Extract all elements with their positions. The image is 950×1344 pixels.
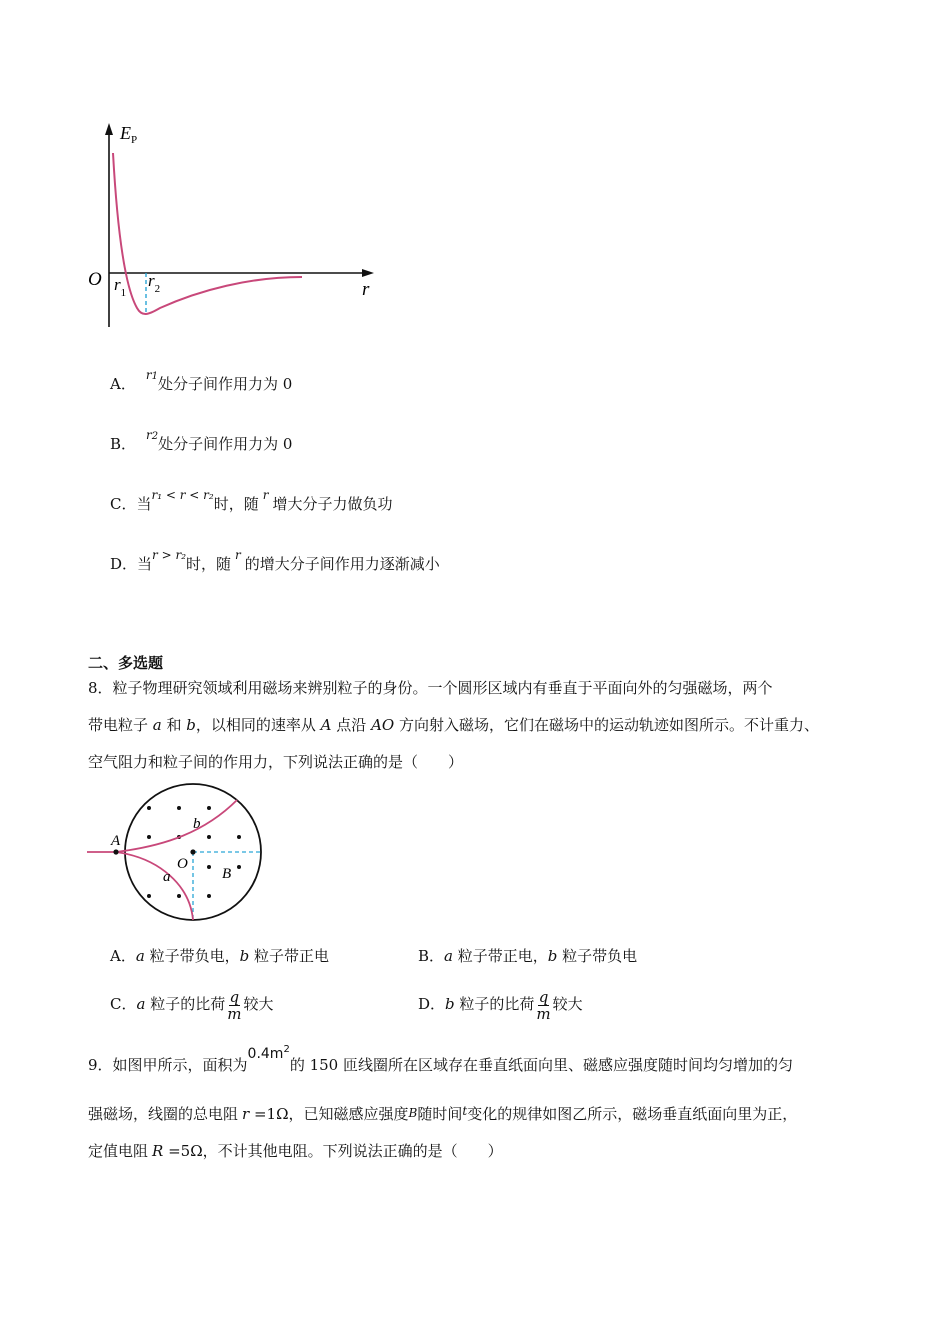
ep-curve — [113, 153, 302, 314]
label-B: B — [222, 866, 232, 882]
q8-stem-line-2: 带电粒子 a 和 b，以相同的速率从 A 点沿 AO 方向射入磁场，它们在磁场中的运动轨迹如图所示。不计重力、 — [88, 716, 819, 734]
ep-label: $E_P$ — [120, 123, 138, 146]
q9-stem-line-2: 强磁场，线圈的总电阻 r =1Ω，已知磁感应强度B随时间$^t$变化的规律如图乙所示，磁场垂直纸面向里为正， — [88, 1104, 798, 1123]
trajectory-b — [116, 800, 237, 852]
q8-option-d[interactable]: D．b 粒子的比荷 $\frac{q}{m}$ 较大 — [418, 987, 583, 1023]
q8-option-a[interactable]: A．a 粒子带负电，b 粒子带正电 — [110, 947, 329, 965]
r1-label: $r_1$ — [114, 275, 127, 299]
q9-stem-line-1: 9．如图甲所示，面积为$0.4m^2$的 150 匝线圈所在区域存在垂直纸面向里、磁感应强度随时间均匀增加的匀 — [88, 1044, 793, 1074]
magnetic-field-diagram — [85, 782, 275, 927]
q7-option-c[interactable]: C．当$^{r_1 < r < r_2}$时，随 $^r$ 增大分子力做负功 — [110, 488, 393, 513]
q7-option-d[interactable]: D．当$^{r > r_2}$时，随 $^r$ 的增大分子间作用力逐渐减小 — [110, 548, 440, 573]
q9-stem-line-3: 定值电阻 R =5Ω，不计其他电阻。下列说法正确的是（ ） — [88, 1142, 503, 1160]
origin-label: O — [88, 269, 102, 290]
point-a-entry — [113, 849, 118, 854]
q7-option-b[interactable]: B． $^{r2}$处分子间作用力为 0 — [110, 428, 293, 453]
x-axis-arrow — [362, 269, 374, 277]
r-axis-label: r — [362, 279, 370, 300]
label-a: a — [163, 869, 171, 885]
fraction-q-over-m: $\frac{q}{m}$ — [227, 987, 242, 1023]
y-axis-arrow — [105, 123, 113, 135]
r2-label: $r_2$ — [148, 271, 161, 295]
section-heading-multiple-choice: 二、多选题 — [88, 654, 164, 672]
label-b: b — [193, 816, 201, 832]
q8-option-b[interactable]: B．a 粒子带正电，b 粒子带负电 — [418, 947, 638, 965]
q8-option-c[interactable]: C．a 粒子的比荷 $\frac{q}{m}$ 较大 — [110, 987, 274, 1023]
center-point-o — [190, 849, 195, 854]
label-O: O — [177, 856, 188, 872]
q8-stem-line-3: 空气阻力和粒子间的作用力，下列说法正确的是（ ） — [88, 753, 464, 771]
potential-energy-graph — [80, 115, 390, 335]
q7-option-a[interactable]: A． $^{r1}$处分子间作用力为 0 — [110, 368, 293, 393]
fraction-q-over-m: $\frac{q}{m}$ — [536, 987, 551, 1023]
q8-stem-line-1: 8．粒子物理研究领域利用磁场来辨别粒子的身份。一个圆形区域内有垂直于平面向外的匀强磁场，两个 — [88, 679, 773, 697]
label-A: A — [111, 833, 121, 849]
